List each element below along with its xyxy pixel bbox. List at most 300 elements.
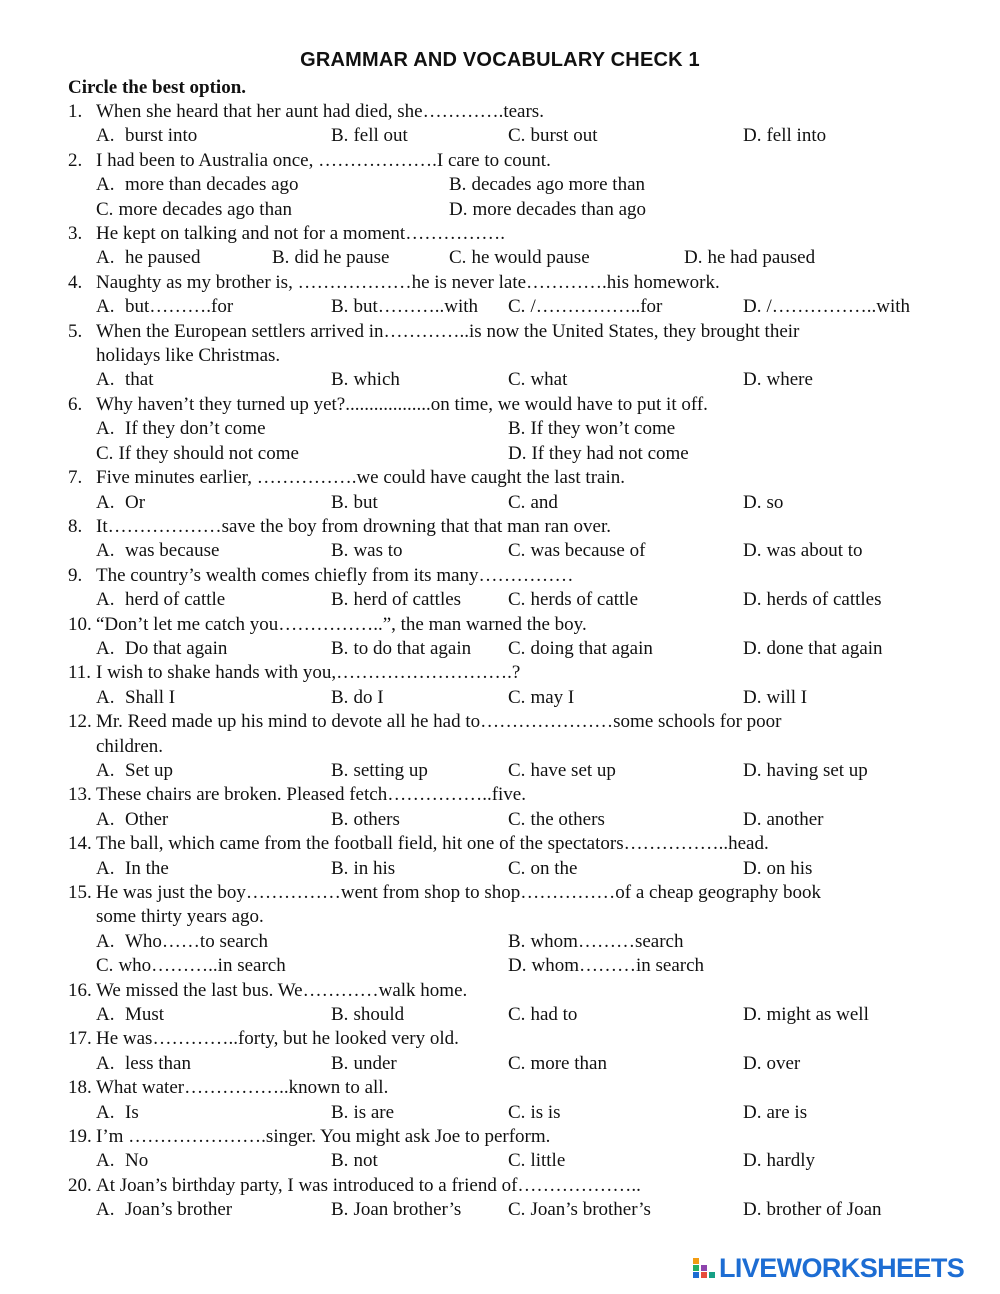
question-7 <box>0 466 1000 515</box>
question-number: 10. <box>68 613 92 635</box>
option-text: done that again <box>766 637 883 659</box>
question-text-continued: holidays like Christmas. <box>96 345 281 367</box>
option-a[interactable] <box>96 368 154 392</box>
question-text: What water……………..known to all. <box>96 1077 389 1099</box>
question-text: “Don’t let me catch you……………..”, the man warned the boy. <box>96 613 587 635</box>
option-text: more decades ago than <box>118 198 292 220</box>
option-label: D. <box>743 1150 762 1172</box>
question-text: The ball, which came from the football field, hit one of the spectators……………..head. <box>96 833 769 855</box>
option-b[interactable] <box>331 124 408 148</box>
option-text: Shall I <box>125 686 176 708</box>
question-5 <box>0 320 1000 393</box>
option-c[interactable] <box>508 124 597 148</box>
option-text: over <box>766 1052 801 1074</box>
option-c[interactable] <box>508 588 638 612</box>
option-label: B. <box>331 589 349 611</box>
option-text: doing that again <box>530 637 653 659</box>
question-text: Mr. Reed made up his mind to devote all he had to…………………some schools for poor <box>96 711 782 733</box>
option-text: the others <box>530 808 605 830</box>
option-text: brother of Joan <box>766 1199 882 1221</box>
option-label: A. <box>96 491 115 513</box>
option-a[interactable] <box>96 173 299 197</box>
option-label: C. <box>508 589 526 611</box>
option-c[interactable] <box>508 295 662 319</box>
option-label: C. <box>508 296 526 318</box>
option-d[interactable] <box>743 1101 807 1125</box>
option-c[interactable] <box>508 1052 607 1076</box>
question-text: Why haven’t they turned up yet?..................on time, we would have to put it off. <box>96 393 708 415</box>
question-text: Naughty as my brother is, ………………he is never late………….his homework. <box>96 271 720 293</box>
option-text: /……………..for <box>530 296 663 318</box>
option-label: A. <box>96 174 115 196</box>
option-b[interactable] <box>331 1052 397 1076</box>
option-text: which <box>353 369 400 391</box>
question-10 <box>0 613 1000 662</box>
question-15 <box>0 881 1000 979</box>
question-number: 11. <box>68 662 92 684</box>
option-text: fell into <box>766 125 827 147</box>
option-label: D. <box>743 686 762 708</box>
option-text: herd of cattle <box>125 589 226 611</box>
option-a[interactable] <box>96 1003 164 1027</box>
question-text: It………………save the boy from drowning that that man ran over. <box>96 515 612 537</box>
option-text: another <box>766 808 824 830</box>
option-label: A. <box>96 686 115 708</box>
option-label: D. <box>743 589 762 611</box>
question-text: He was just the boy……………went from shop to shop……………of a cheap geography book <box>96 882 822 903</box>
option-label: B. <box>331 759 349 781</box>
option-text: setting up <box>353 759 428 781</box>
option-text: but……….for <box>125 296 234 318</box>
option-c[interactable] <box>508 808 605 832</box>
option-label: A. <box>96 1150 115 1172</box>
option-text: having set up <box>766 759 868 781</box>
option-text: In the <box>125 857 169 879</box>
option-text: not <box>353 1150 378 1172</box>
question-text: Five minutes earlier, …………….we could have caught the last train. <box>96 467 625 489</box>
option-text: hardly <box>766 1150 816 1172</box>
option-label: A. <box>96 418 115 440</box>
option-label: D. <box>743 125 762 147</box>
option-d[interactable] <box>743 588 882 612</box>
option-c[interactable] <box>508 1003 577 1027</box>
option-label: C. <box>508 759 526 781</box>
option-text: Other <box>125 808 169 830</box>
option-label: C. <box>508 369 526 391</box>
option-text: No <box>125 1150 149 1172</box>
option-label: A. <box>96 1101 115 1123</box>
option-a[interactable] <box>96 124 197 148</box>
option-text: more decades than ago <box>472 198 647 220</box>
option-text: will I <box>766 686 808 708</box>
option-b[interactable] <box>331 1101 394 1125</box>
option-a[interactable] <box>96 1149 148 1173</box>
option-label: B. <box>331 637 349 659</box>
option-text: /……………..with <box>766 296 911 318</box>
option-text: might as well <box>766 1004 869 1026</box>
option-label: B. <box>272 247 290 269</box>
option-c[interactable] <box>508 637 653 661</box>
option-text: is are <box>353 1101 395 1123</box>
option-text: more than decades ago <box>125 174 299 196</box>
option-label: C. <box>508 637 526 659</box>
option-text: herd of cattles <box>353 589 462 611</box>
option-c[interactable] <box>508 368 567 392</box>
question-text: We missed the last bus. We…………walk home. <box>96 979 468 1001</box>
option-text: little <box>530 1150 566 1172</box>
option-label: D. <box>743 540 762 562</box>
option-label: D. <box>743 296 762 318</box>
option-d[interactable] <box>743 1052 800 1076</box>
option-d[interactable] <box>743 539 863 563</box>
option-text: had to <box>530 1004 578 1026</box>
option-d[interactable] <box>743 368 813 392</box>
option-text: Or <box>125 491 146 513</box>
option-text: fell out <box>353 125 408 147</box>
option-text: are is <box>766 1101 808 1123</box>
option-d[interactable] <box>743 808 823 832</box>
option-c[interactable] <box>96 954 286 978</box>
option-b[interactable] <box>331 686 384 710</box>
option-text: Joan’s brother’s <box>530 1199 651 1221</box>
option-text: herds of cattles <box>766 589 882 611</box>
option-text: Joan brother’s <box>353 1199 462 1221</box>
option-b[interactable] <box>331 368 400 392</box>
question-text: At Joan’s birthday party, I was introduced to a friend of……………….. <box>96 1174 641 1196</box>
option-b[interactable] <box>331 857 395 881</box>
option-text: did he pause <box>294 247 390 269</box>
question-number: 4. <box>68 271 83 293</box>
option-d[interactable] <box>743 124 826 148</box>
option-a[interactable] <box>96 417 266 441</box>
option-d[interactable] <box>508 954 704 978</box>
option-text: may I <box>530 686 575 708</box>
option-label: A. <box>96 296 115 318</box>
option-label: D. <box>508 955 527 977</box>
option-label: D. <box>508 442 527 464</box>
option-a[interactable] <box>96 759 173 783</box>
question-list <box>0 100 1000 1223</box>
option-d[interactable] <box>743 759 868 783</box>
option-a[interactable] <box>96 491 145 515</box>
question-number: 18. <box>68 1077 92 1099</box>
liveworksheets-logo[interactable] <box>692 1254 964 1282</box>
option-label: D. <box>743 759 762 781</box>
option-b[interactable] <box>449 173 645 197</box>
question-number: 13. <box>68 784 92 806</box>
option-text: he paused <box>125 247 201 269</box>
option-text: so <box>766 491 784 513</box>
option-b[interactable] <box>331 295 478 319</box>
option-b[interactable] <box>331 1198 461 1222</box>
option-text: Must <box>125 1004 165 1026</box>
option-label: D. <box>743 369 762 391</box>
option-c[interactable] <box>508 539 645 563</box>
option-text: that <box>125 369 154 391</box>
option-text: is is <box>530 1101 561 1123</box>
option-label: C. <box>508 1004 526 1026</box>
option-text: If they should not come <box>118 442 299 464</box>
option-label: D. <box>684 247 703 269</box>
question-number: 12. <box>68 711 92 733</box>
option-a[interactable] <box>96 930 268 954</box>
question-4 <box>0 271 1000 320</box>
option-label: A. <box>96 857 115 879</box>
option-c[interactable] <box>508 1198 651 1222</box>
option-c[interactable] <box>96 198 292 222</box>
option-text: but <box>353 491 378 513</box>
option-a[interactable] <box>96 1198 232 1222</box>
instruction: Circle the best option. <box>68 77 247 98</box>
option-text: should <box>353 1004 405 1026</box>
question-text-continued: children. <box>96 735 164 757</box>
option-text: burst out <box>530 125 598 147</box>
question-13 <box>0 783 1000 832</box>
option-a[interactable] <box>96 246 200 270</box>
brand-name: LIVEWORKSHEETS <box>719 1253 965 1283</box>
question-3 <box>0 222 1000 271</box>
question-number: 17. <box>68 1028 92 1050</box>
option-text: who………..in search <box>118 955 286 977</box>
option-d[interactable] <box>449 198 646 222</box>
question-number: 16. <box>68 979 92 1001</box>
option-label: D. <box>743 1101 762 1123</box>
option-label: C. <box>96 955 114 977</box>
option-text: was because of <box>530 540 646 562</box>
option-text: and <box>530 491 558 513</box>
question-number: 5. <box>68 320 83 342</box>
option-text: on his <box>766 857 813 879</box>
option-text: do I <box>353 686 384 708</box>
option-label: A. <box>96 1004 115 1026</box>
option-label: D. <box>743 1199 762 1221</box>
option-text: Joan’s brother <box>125 1199 233 1221</box>
option-a[interactable] <box>96 857 169 881</box>
option-b[interactable] <box>508 417 675 441</box>
option-a[interactable] <box>96 295 233 319</box>
option-label: A. <box>96 808 115 830</box>
option-a[interactable] <box>96 686 175 710</box>
option-label: A. <box>96 637 115 659</box>
option-d[interactable] <box>743 686 807 710</box>
option-label: C. <box>508 540 526 562</box>
option-a[interactable] <box>96 1052 191 1076</box>
option-text: decades ago more than <box>471 174 645 196</box>
option-text: herds of cattle <box>530 589 639 611</box>
option-d[interactable] <box>743 1198 882 1222</box>
question-text: I’m ………………….singer. You might ask Joe to perform. <box>96 1126 551 1148</box>
option-text: If they won’t come <box>530 418 676 440</box>
question-number: 3. <box>68 223 83 245</box>
option-label: C. <box>508 1150 526 1172</box>
question-number: 8. <box>68 515 83 537</box>
question-14 <box>0 832 1000 881</box>
option-label: D. <box>449 198 468 220</box>
option-a[interactable] <box>96 808 168 832</box>
option-label: A. <box>96 125 115 147</box>
option-label: B. <box>331 808 349 830</box>
option-d[interactable] <box>684 246 815 270</box>
option-text: more than <box>530 1052 607 1074</box>
question-number: 15. <box>68 882 92 903</box>
option-label: C. <box>508 491 526 513</box>
option-b[interactable] <box>272 246 389 270</box>
option-label: C. <box>96 442 114 464</box>
option-b[interactable] <box>331 1149 378 1173</box>
option-d[interactable] <box>743 857 812 881</box>
option-a[interactable] <box>96 1101 139 1125</box>
option-label: B. <box>508 418 526 440</box>
option-label: C. <box>449 247 467 269</box>
option-label: C. <box>96 198 114 220</box>
question-20 <box>0 1174 1000 1223</box>
option-b[interactable] <box>331 808 400 832</box>
option-label: A. <box>96 759 115 781</box>
option-label: A. <box>96 589 115 611</box>
question-11 <box>0 661 1000 710</box>
option-label: C. <box>508 686 526 708</box>
option-label: D. <box>743 1052 762 1074</box>
option-d[interactable] <box>743 1149 815 1173</box>
option-label: B. <box>331 125 349 147</box>
option-text: whom………search <box>530 930 684 952</box>
option-label: B. <box>331 1150 349 1172</box>
option-label: A. <box>96 1052 115 1074</box>
option-text: Do that again <box>125 637 228 659</box>
option-text: was to <box>353 540 403 562</box>
question-number: 1. <box>68 101 83 122</box>
question-text: He was…………..forty, but he looked very old. <box>96 1028 459 1050</box>
option-d[interactable] <box>743 637 883 661</box>
option-a[interactable] <box>96 637 227 661</box>
question-number: 2. <box>68 149 83 171</box>
option-d[interactable] <box>508 442 689 466</box>
option-c[interactable] <box>508 491 558 515</box>
liveworksheets-logo-icon <box>692 1256 716 1280</box>
option-text: have set up <box>530 759 616 781</box>
option-c[interactable] <box>96 442 299 466</box>
option-text: under <box>353 1052 397 1074</box>
option-text: on the <box>530 857 578 879</box>
question-text: These chairs are broken. Pleased fetch……………..five. <box>96 784 526 806</box>
option-label: B. <box>331 686 349 708</box>
question-1 <box>0 100 1000 149</box>
option-label: B. <box>331 296 349 318</box>
option-a[interactable] <box>96 539 219 563</box>
option-c[interactable] <box>508 1101 561 1125</box>
option-text: in his <box>353 857 396 879</box>
option-text: he would pause <box>471 247 590 269</box>
question-number: 14. <box>68 833 92 855</box>
option-text: If they had not come <box>531 442 689 464</box>
option-c[interactable] <box>449 246 590 270</box>
question-number: 6. <box>68 393 83 415</box>
option-text: but………..with <box>353 296 478 318</box>
option-label: A. <box>96 369 115 391</box>
question-number: 9. <box>68 564 83 586</box>
question-19 <box>0 1125 1000 1174</box>
option-label: C. <box>508 1052 526 1074</box>
option-c[interactable] <box>508 857 577 881</box>
option-b[interactable] <box>331 1003 404 1027</box>
option-d[interactable] <box>743 295 910 319</box>
option-label: D. <box>743 1004 762 1026</box>
question-text: When she heard that her aunt had died, she………….tears. <box>96 101 544 122</box>
option-label: B. <box>449 174 467 196</box>
option-label: D. <box>743 491 762 513</box>
question-text: The country’s wealth comes chiefly from its many…………… <box>96 564 574 586</box>
option-label: B. <box>331 1101 349 1123</box>
option-c[interactable] <box>508 1149 565 1173</box>
option-label: C. <box>508 857 526 879</box>
option-text: Set up <box>125 759 174 781</box>
option-b[interactable] <box>508 930 683 954</box>
option-text: Is <box>125 1101 139 1123</box>
question-text-continued: some thirty years ago. <box>96 906 264 928</box>
option-label: D. <box>743 637 762 659</box>
option-label: B. <box>331 1052 349 1074</box>
option-text: others <box>353 808 400 830</box>
option-label: A. <box>96 1199 115 1221</box>
option-text: whom………in search <box>531 955 705 977</box>
option-label: A. <box>96 930 115 952</box>
option-text: less than <box>125 1052 191 1074</box>
option-d[interactable] <box>743 1003 869 1027</box>
question-text: When the European settlers arrived in…………..is now the United States, they brought their <box>96 320 800 342</box>
option-label: C. <box>508 1101 526 1123</box>
option-label: B. <box>331 540 349 562</box>
option-label: B. <box>331 369 349 391</box>
option-label: B. <box>331 1004 349 1026</box>
option-text: what <box>530 369 568 391</box>
option-text: to do that again <box>353 637 472 659</box>
option-b[interactable] <box>331 637 471 661</box>
question-text: I had been to Australia once, ……………….I care to count. <box>96 149 551 171</box>
option-label: C. <box>508 808 526 830</box>
option-label: D. <box>743 808 762 830</box>
question-6 <box>0 393 1000 466</box>
option-label: B. <box>331 491 349 513</box>
question-number: 19. <box>68 1126 92 1148</box>
question-17 <box>0 1027 1000 1076</box>
option-d[interactable] <box>743 491 783 515</box>
option-b[interactable] <box>331 539 403 563</box>
option-text: was because <box>125 540 220 562</box>
option-text: If they don’t come <box>125 418 266 440</box>
option-c[interactable] <box>508 686 574 710</box>
question-12 <box>0 710 1000 783</box>
question-text: I wish to shake hands with you,……………………….? <box>96 662 521 684</box>
question-2 <box>0 149 1000 222</box>
option-label: B. <box>331 857 349 879</box>
option-label: C. <box>508 1199 526 1221</box>
option-label: C. <box>508 125 526 147</box>
question-text: He kept on talking and not for a moment……………. <box>96 223 505 245</box>
question-number: 7. <box>68 467 83 489</box>
option-a[interactable] <box>96 588 225 612</box>
option-c[interactable] <box>508 759 616 783</box>
option-b[interactable] <box>331 588 461 612</box>
option-b[interactable] <box>331 759 428 783</box>
option-label: B. <box>508 930 526 952</box>
option-text: he had paused <box>707 247 816 269</box>
option-text: where <box>766 369 813 391</box>
page-title: GRAMMAR AND VOCABULARY CHECK 1 <box>300 49 700 71</box>
option-label: A. <box>96 540 115 562</box>
option-b[interactable] <box>331 491 378 515</box>
question-9 <box>0 564 1000 613</box>
question-16 <box>0 979 1000 1028</box>
